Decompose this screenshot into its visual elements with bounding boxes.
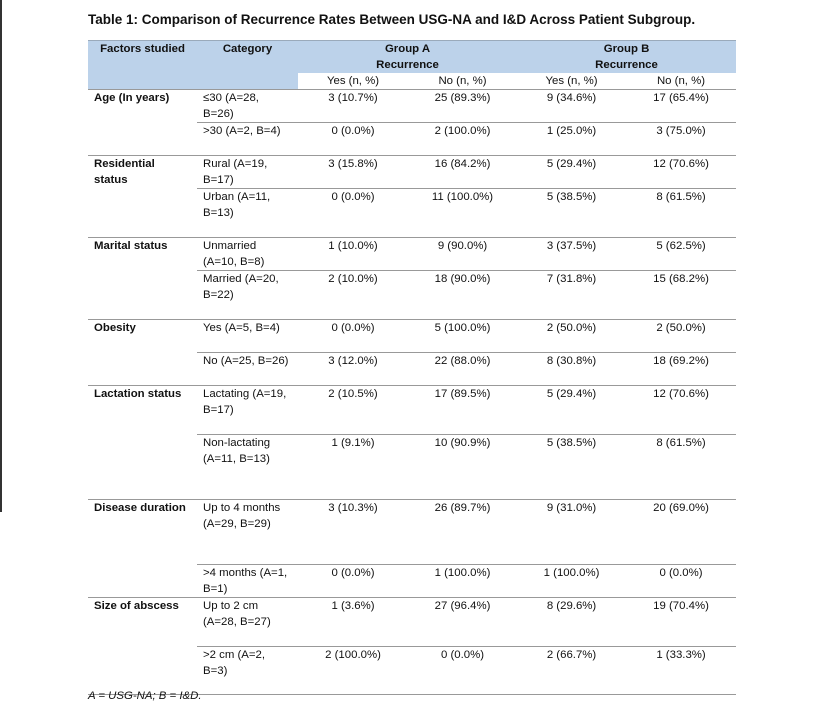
group-a-no-cell: 10 (90.9%) xyxy=(408,435,517,500)
group-b-no-cell: 3 (75.0%) xyxy=(626,123,736,156)
group-b-yes-cell: 8 (29.6%) xyxy=(517,598,626,647)
factor-cell: Age (In years) xyxy=(94,92,170,104)
group-a-no-cell: 25 (89.3%) xyxy=(408,90,517,123)
group-b-no-cell: 17 (65.4%) xyxy=(626,90,736,123)
group-b-yes-cell: 2 (50.0%) xyxy=(517,320,626,353)
header-a-yes: Yes (n, %) xyxy=(298,73,408,90)
table-row xyxy=(88,271,736,320)
group-b-yes-cell: 9 (31.0%) xyxy=(517,500,626,565)
table-row xyxy=(88,353,736,386)
group-b-yes-cell: 3 (37.5%) xyxy=(517,238,626,271)
factor-cell xyxy=(88,353,197,386)
group-b-yes-cell: 5 (38.5%) xyxy=(517,435,626,500)
group-a-no-cell: 2 (100.0%) xyxy=(408,123,517,156)
header-row xyxy=(88,41,736,58)
factor-cell: Disease duration xyxy=(94,502,186,514)
category-cell: >30 (A=2, B=4) xyxy=(197,123,298,156)
category-cell: >2 cm (A=2, B=3) xyxy=(197,647,298,695)
table-row xyxy=(88,647,736,695)
group-a-yes-cell: 3 (12.0%) xyxy=(298,353,408,386)
group-b-yes-cell: 9 (34.6%) xyxy=(517,90,626,123)
category-cell: ≤30 (A=28, B=26) xyxy=(197,90,298,123)
header-category: Category xyxy=(197,41,298,58)
table-row xyxy=(88,123,736,156)
header-subrow xyxy=(88,57,736,73)
group-a-no-cell: 18 (90.0%) xyxy=(408,271,517,320)
table-row xyxy=(88,238,736,271)
group-b-no-cell: 15 (68.2%) xyxy=(626,271,736,320)
factor-cell: Marital status xyxy=(94,240,168,252)
header-group-b-recurrence: Recurrence xyxy=(517,57,736,73)
group-a-yes-cell: 2 (10.5%) xyxy=(298,386,408,435)
group-b-no-cell: 0 (0.0%) xyxy=(626,565,736,598)
group-a-no-cell: 11 (100.0%) xyxy=(408,189,517,238)
group-b-no-cell: 2 (50.0%) xyxy=(626,320,736,353)
table-row xyxy=(88,386,736,435)
table-body xyxy=(88,90,736,695)
group-b-no-cell: 5 (62.5%) xyxy=(626,238,736,271)
group-a-no-cell: 17 (89.5%) xyxy=(408,386,517,435)
group-b-yes-cell: 1 (100.0%) xyxy=(517,565,626,598)
factor-cell xyxy=(88,123,197,156)
group-a-no-cell: 16 (84.2%) xyxy=(408,156,517,189)
factor-cell: Size of abscess xyxy=(94,600,179,612)
header-b-yes: Yes (n, %) xyxy=(517,73,626,90)
factor-cell: Lactation status xyxy=(94,388,182,400)
table-title: Table 1: Comparison of Recurrence Rates Between USG-NA and I&D Across Patient Subgroup. xyxy=(88,12,696,27)
group-b-yes-cell: 8 (30.8%) xyxy=(517,353,626,386)
group-b-no-cell: 8 (61.5%) xyxy=(626,189,736,238)
group-a-yes-cell: 0 (0.0%) xyxy=(298,189,408,238)
category-cell: >4 months (A=1, B=1) xyxy=(197,565,298,598)
header-b-no: No (n, %) xyxy=(626,73,736,90)
header-factors: Factors studied xyxy=(88,41,197,58)
group-a-no-cell: 27 (96.4%) xyxy=(408,598,517,647)
header-a-no: No (n, %) xyxy=(408,73,517,90)
factor-cell: Obesity xyxy=(94,322,136,334)
header-yes-no-row xyxy=(88,73,736,90)
header-group-b: Group B xyxy=(517,41,736,58)
table-row xyxy=(88,598,736,647)
group-a-yes-cell: 2 (100.0%) xyxy=(298,647,408,695)
group-a-yes-cell: 2 (10.0%) xyxy=(298,271,408,320)
group-a-yes-cell: 1 (3.6%) xyxy=(298,598,408,647)
table-footnote: A = USG-NA; B = I&D. xyxy=(88,690,202,702)
factor-cell xyxy=(88,647,197,695)
category-cell: Unmarried (A=10, B=8) xyxy=(197,238,298,271)
group-a-no-cell: 22 (88.0%) xyxy=(408,353,517,386)
table-row xyxy=(88,189,736,238)
category-cell: Non-lactating (A=11, B=13) xyxy=(197,435,298,500)
page-left-border xyxy=(0,0,2,512)
recurrence-table xyxy=(88,40,736,695)
group-b-no-cell: 18 (69.2%) xyxy=(626,353,736,386)
group-a-no-cell: 26 (89.7%) xyxy=(408,500,517,565)
table-row xyxy=(88,500,736,565)
category-cell: No (A=25, B=26) xyxy=(197,353,298,386)
group-a-no-cell: 1 (100.0%) xyxy=(408,565,517,598)
category-cell: Up to 2 cm (A=28, B=27) xyxy=(197,598,298,647)
group-a-no-cell: 9 (90.0%) xyxy=(408,238,517,271)
category-cell: Rural (A=19, B=17) xyxy=(197,156,298,189)
group-b-no-cell: 20 (69.0%) xyxy=(626,500,736,565)
group-b-yes-cell: 7 (31.8%) xyxy=(517,271,626,320)
group-a-yes-cell: 3 (10.3%) xyxy=(298,500,408,565)
category-cell: Up to 4 months (A=29, B=29) xyxy=(197,500,298,565)
group-b-yes-cell: 1 (25.0%) xyxy=(517,123,626,156)
table-row xyxy=(88,320,736,353)
table-row xyxy=(88,565,736,598)
group-b-yes-cell: 5 (38.5%) xyxy=(517,189,626,238)
table-row xyxy=(88,435,736,500)
group-a-yes-cell: 0 (0.0%) xyxy=(298,320,408,353)
group-a-no-cell: 0 (0.0%) xyxy=(408,647,517,695)
group-b-no-cell: 1 (33.3%) xyxy=(626,647,736,695)
category-cell: Married (A=20, B=22) xyxy=(197,271,298,320)
factor-cell: Residential status xyxy=(94,158,155,186)
group-b-no-cell: 19 (70.4%) xyxy=(626,598,736,647)
group-b-yes-cell: 2 (66.7%) xyxy=(517,647,626,695)
header-group-a: Group A xyxy=(298,41,517,58)
group-b-no-cell: 8 (61.5%) xyxy=(626,435,736,500)
factor-cell xyxy=(88,189,197,238)
group-a-no-cell: 5 (100.0%) xyxy=(408,320,517,353)
table-row xyxy=(88,156,736,189)
group-a-yes-cell: 1 (10.0%) xyxy=(298,238,408,271)
header-group-a-recurrence: Recurrence xyxy=(298,57,517,73)
group-a-yes-cell: 0 (0.0%) xyxy=(298,123,408,156)
table-row xyxy=(88,90,736,123)
group-b-yes-cell: 5 (29.4%) xyxy=(517,386,626,435)
category-cell: Urban (A=11, B=13) xyxy=(197,189,298,238)
group-b-no-cell: 12 (70.6%) xyxy=(626,386,736,435)
group-a-yes-cell: 3 (15.8%) xyxy=(298,156,408,189)
factor-cell xyxy=(88,565,197,598)
factor-cell xyxy=(88,271,197,320)
factor-cell xyxy=(88,435,197,500)
group-b-yes-cell: 5 (29.4%) xyxy=(517,156,626,189)
category-cell: Lactating (A=19, B=17) xyxy=(197,386,298,435)
group-a-yes-cell: 1 (9.1%) xyxy=(298,435,408,500)
category-cell: Yes (A=5, B=4) xyxy=(197,320,298,353)
group-a-yes-cell: 0 (0.0%) xyxy=(298,565,408,598)
group-a-yes-cell: 3 (10.7%) xyxy=(298,90,408,123)
group-b-no-cell: 12 (70.6%) xyxy=(626,156,736,189)
